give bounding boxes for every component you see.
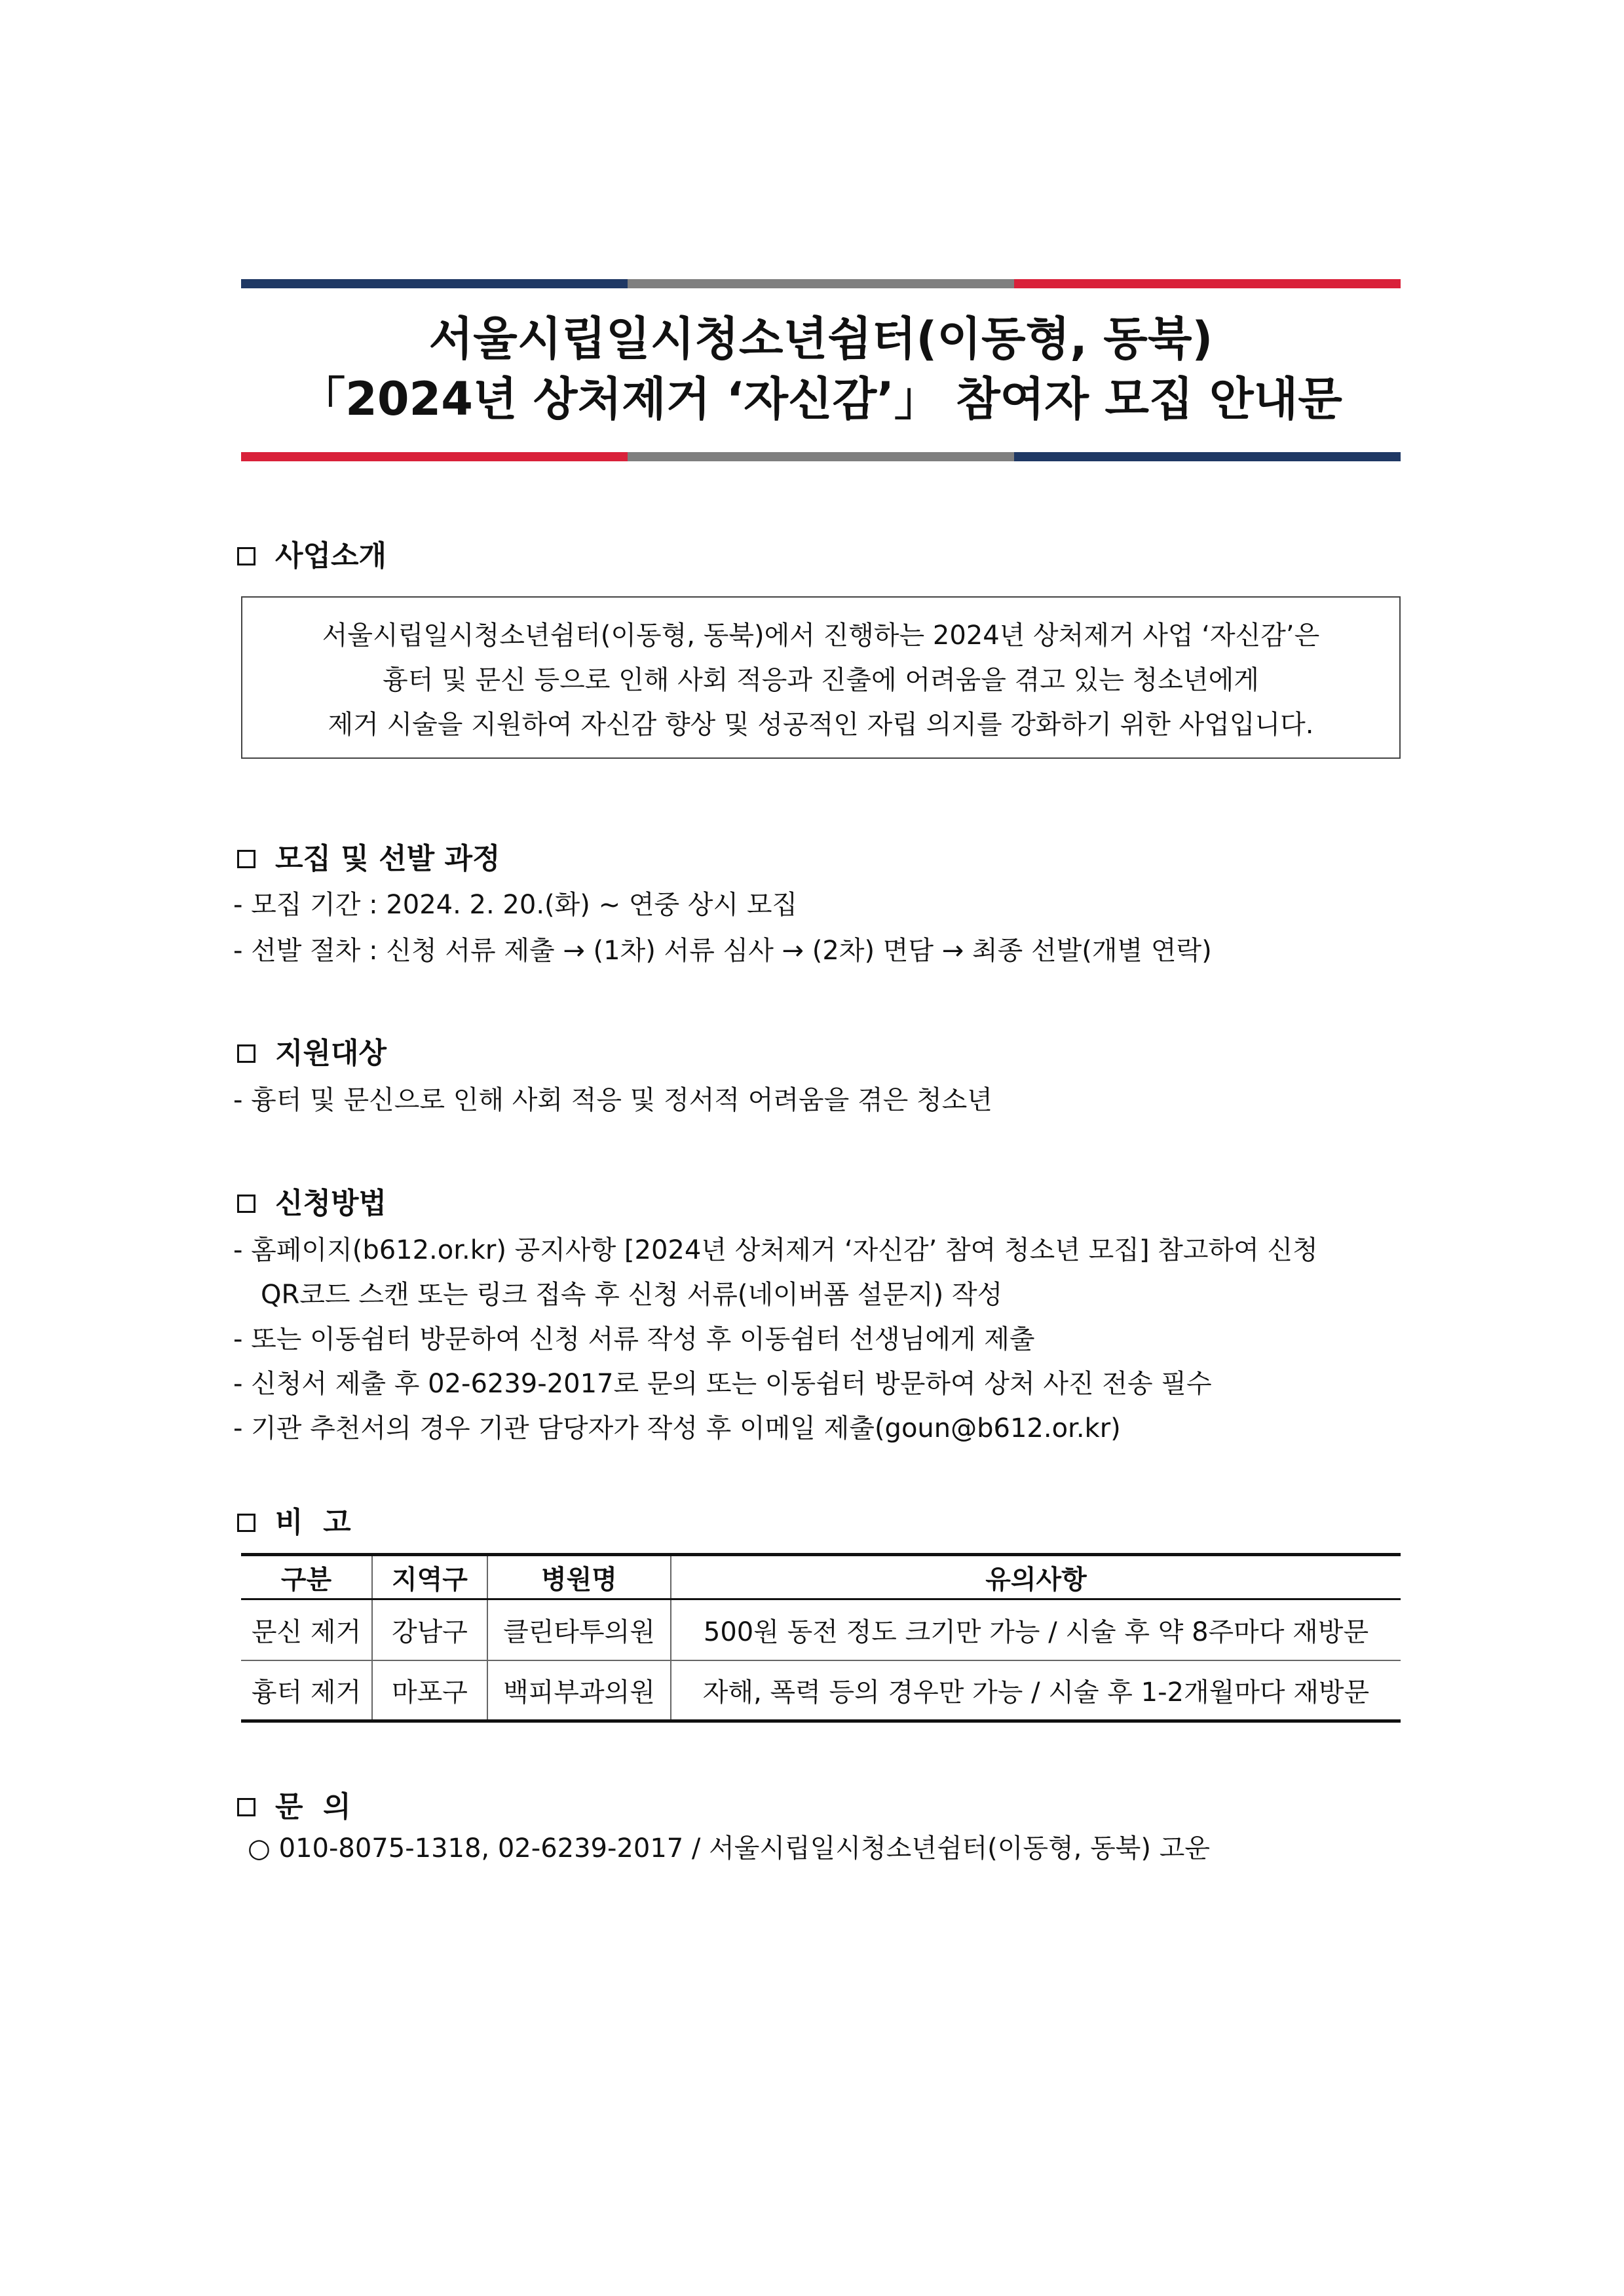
table-header-notes: 유의사항: [671, 1555, 1401, 1599]
top-bar-red-segment: [1014, 279, 1401, 288]
section-heading-contact-label: 문 의: [275, 1790, 351, 1824]
intro-text-box: [241, 596, 1401, 759]
table-cell-category: 문신 제거: [251, 1617, 362, 1647]
contact-line: ○ 010-8075-1318, 02-6239-2017 / 서울시립일시청소년쉼터(이동형, 동북) 고운: [248, 1833, 1210, 1864]
intro-line-1: 서울시립일시청소년쉼터(이동형, 동북)에서 진행하는 2024년 상처제거 사업 ‘자신감’은: [322, 621, 1320, 651]
bottom-bar-red-segment: [241, 452, 628, 461]
checkbox-square-icon: [237, 1195, 255, 1213]
section-heading-contact: [237, 1790, 351, 1824]
section-heading-intro: [237, 539, 387, 573]
recruit-process: - 선발 절차 : 신청 서류 제출 → (1차) 서류 심사 → (2차) 면담 → 최종 선발(개별 연락): [233, 936, 1212, 966]
section-heading-notes-label: 비 고: [275, 1506, 351, 1539]
section-heading-target-label: 지원대상: [275, 1037, 387, 1070]
apply-item-1: - 홈페이지(b612.or.kr) 공지사항 [2024년 상처제거 ‘자신감’ 참여 청소년 모집] 참고하여 신청: [233, 1235, 1318, 1265]
intro-line-3: 제거 시술을 지원하여 자신감 향상 및 성공적인 자립 의지를 강화하기 위한 사업입니다.: [328, 710, 1314, 740]
checkbox-square-icon: [237, 1798, 255, 1816]
top-bar-gray-segment: [628, 279, 1014, 288]
table-cell-category: 흉터 제거: [251, 1677, 362, 1708]
table-row: [241, 1660, 1401, 1721]
apply-item-2: - 또는 이동쉼터 방문하여 신청 서류 작성 후 이동쉼터 선생님에게 제출: [233, 1324, 1035, 1354]
section-heading-intro-label: 사업소개: [275, 539, 387, 573]
table-cell-hospital: 백피부과의원: [487, 1660, 671, 1721]
table-row: [241, 1599, 1401, 1660]
section-heading-recruit-label: 모집 및 선발 과정: [275, 842, 500, 875]
bottom-bar-navy-segment: [1014, 452, 1401, 461]
top-color-bar: [241, 279, 1401, 288]
apply-item-1-cont: QR코드 스캔 또는 링크 접속 후 신청 서류(네이버폼 설문지) 작성: [261, 1280, 1003, 1310]
table-header-row: [241, 1555, 1401, 1599]
section-heading-recruit: [237, 842, 500, 875]
table-cell-district: 마포구: [372, 1660, 487, 1721]
apply-item-3: - 신청서 제출 후 02-6239-2017로 문의 또는 이동쉼터 방문하여 상처 사진 전송 필수: [233, 1369, 1212, 1399]
notes-table: [241, 1553, 1401, 1723]
intro-line-2: 흉터 및 문신 등으로 인해 사회 적응과 진출에 어려움을 겪고 있는 청소년에게: [383, 665, 1259, 695]
table-header-hospital: 병원명: [487, 1555, 671, 1599]
table-header-category: 구분: [280, 1564, 332, 1595]
recruit-period: - 모집 기간 : 2024. 2. 20.(화) ~ 연중 상시 모집: [233, 890, 798, 920]
bottom-color-bar: [241, 452, 1401, 461]
table-cell-notes: 500원 동전 정도 크기만 가능 / 시술 후 약 8주마다 재방문: [671, 1599, 1401, 1660]
section-heading-target: [237, 1039, 387, 1068]
top-bar-navy-segment: [241, 279, 628, 288]
page-title-line1: 서울시립일시청소년쉼터(이동형, 동북): [428, 312, 1213, 366]
section-heading-apply: [237, 1189, 387, 1218]
checkbox-square-icon: [237, 1514, 255, 1532]
page-title-line2: 「2024년 상처제거 ‘자신감’」 참여자 모집 안내문: [299, 372, 1342, 426]
checkbox-square-icon: [237, 850, 255, 868]
apply-item-4: - 기관 추천서의 경우 기관 담당자가 작성 후 이메일 제출(goun@b612.or.kr): [233, 1413, 1121, 1444]
target-item: - 흉터 및 문신으로 인해 사회 적응 및 정서적 어려움을 겪은 청소년: [233, 1085, 992, 1115]
table-cell-notes: 자해, 폭력 등의 경우만 가능 / 시술 후 1-2개월마다 재방문: [671, 1660, 1401, 1721]
table-cell-hospital: 클린타투의원: [487, 1599, 671, 1660]
table-header-district: 지역구: [372, 1555, 487, 1599]
checkbox-square-icon: [237, 547, 255, 565]
bottom-bar-gray-segment: [628, 452, 1014, 461]
table-cell-district: 강남구: [372, 1599, 487, 1660]
section-heading-notes: [237, 1508, 351, 1537]
checkbox-square-icon: [237, 1044, 255, 1063]
section-heading-apply-label: 신청방법: [275, 1187, 387, 1220]
